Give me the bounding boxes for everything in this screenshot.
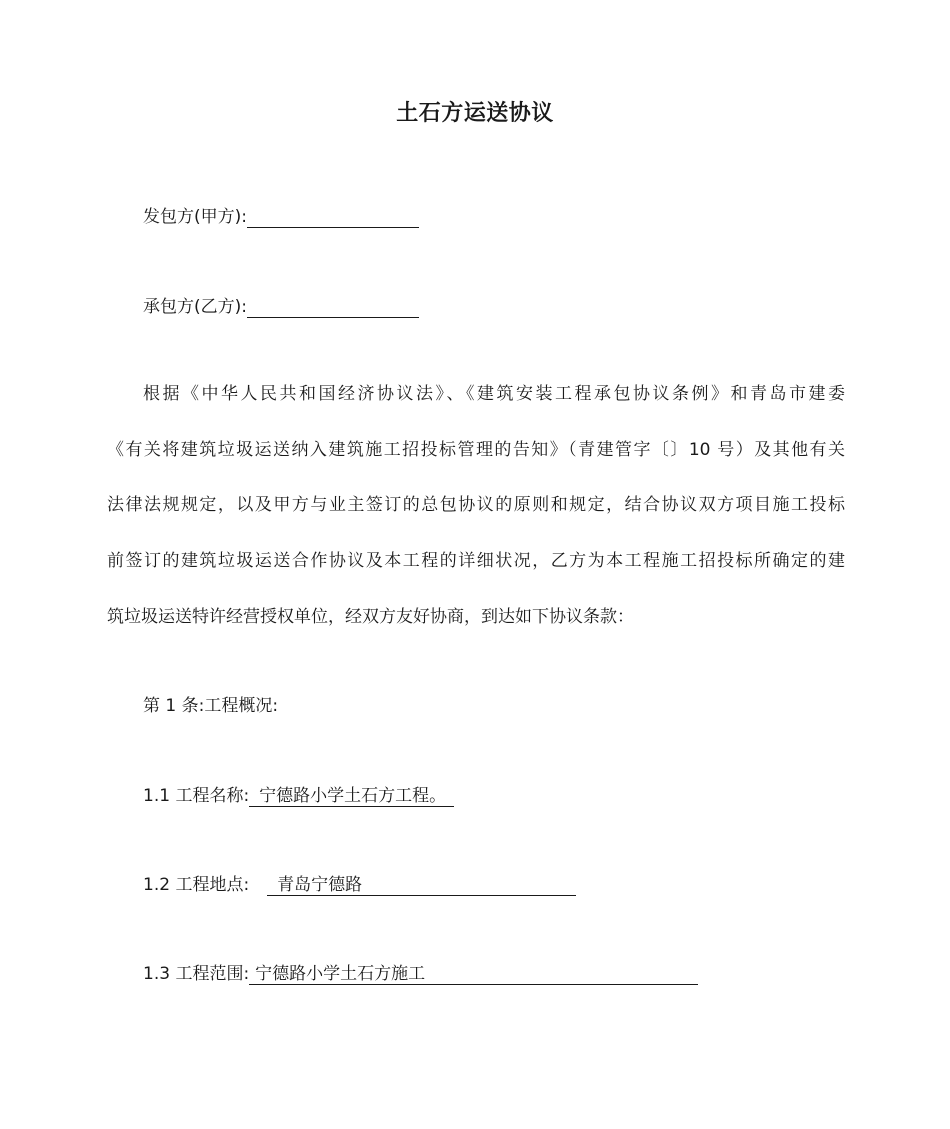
item-1-3-line bbox=[143, 961, 698, 987]
item-1-3-value[interactable]: 宁德路小学土石方施工 bbox=[249, 964, 698, 985]
document-title: 土石方运送协议 bbox=[396, 101, 554, 126]
party-b-line bbox=[143, 294, 419, 320]
party-a-blank[interactable] bbox=[247, 207, 419, 228]
item-1-2-value[interactable]: 青岛宁德路 bbox=[267, 875, 576, 896]
preamble-line: 根据《中华人民共和国经济协议法》、《建筑安装工程承包协议条例》和青岛市建委 bbox=[143, 384, 845, 404]
item-1-1-line bbox=[143, 783, 454, 809]
preamble-line: 法律法规规定，以及甲方与业主签订的总包协议的原则和规定，结合协议双方项目施工投标 bbox=[107, 495, 845, 515]
party-a-line bbox=[143, 204, 419, 230]
item-1-2-label: 1.2 工程地点: bbox=[143, 875, 250, 895]
preamble-line: 《有关将建筑垃圾运送纳入建筑施工招投标管理的告知》（青建管字〔〕10 号）及其他有关 bbox=[107, 440, 845, 460]
item-1-3-label: 1.3 工程范围: bbox=[143, 964, 250, 984]
party-a-label: 发包方(甲方): bbox=[143, 207, 247, 227]
article-1-heading: 第 1 条:工程概况: bbox=[143, 696, 279, 716]
item-1-1-label: 1.1 工程名称: bbox=[143, 786, 250, 806]
party-b-blank[interactable] bbox=[247, 297, 419, 318]
item-1-2-line bbox=[143, 872, 576, 898]
item-1-1-value[interactable]: 宁德路小学土石方工程。 bbox=[249, 786, 454, 807]
preamble-line: 筑垃圾运送特许经营授权单位，经双方友好协商，到达如下协议条款： bbox=[107, 607, 634, 627]
party-b-label: 承包方(乙方): bbox=[143, 297, 247, 317]
preamble-line: 前签订的建筑垃圾运送合作协议及本工程的详细状况，乙方为本工程施工招投标所确定的建 bbox=[107, 551, 845, 571]
